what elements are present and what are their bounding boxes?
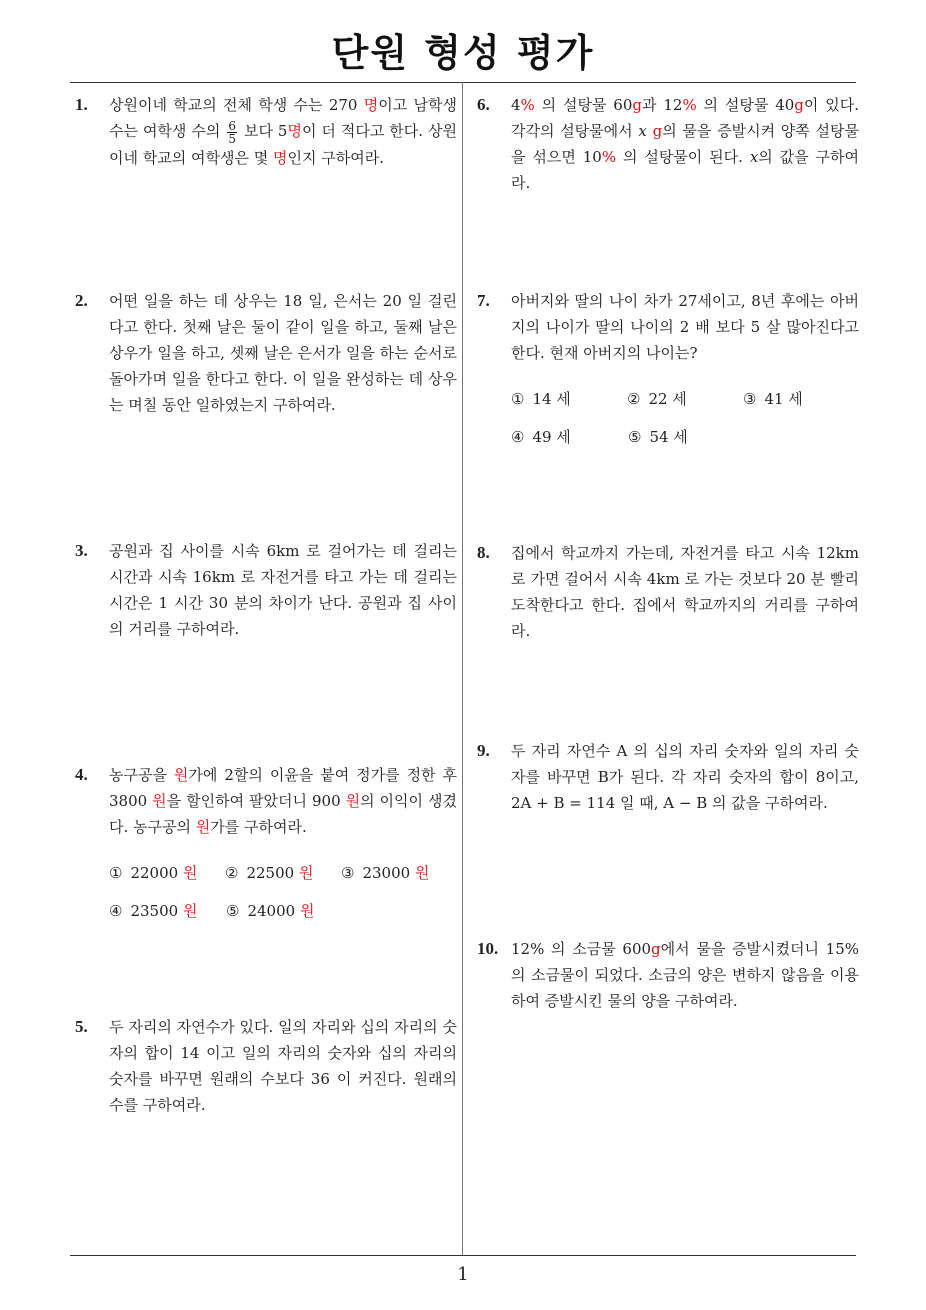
text-fragment: 이 더 적다고 한다. 상원 [301,122,457,140]
choice-item[interactable] [226,898,343,924]
text-fragment: 이고 남학생 [378,96,457,114]
problem-text: 집에서 학교까지 가는데, 자전거를 타고 시속 12km 로 가면 걸어서 시속 4km 로 가는 것보다 20 분 빨리 도착한다고 한다. 집에서 학교까지의 거리를 구하여라. [511,544,859,640]
choice-mark: ① [109,864,123,882]
choice-mark: ② [225,864,239,882]
choice-value: 49 세 [532,428,571,446]
text-fragment: 이 있다. 각각의 설탕물에서 [511,96,859,140]
fraction-denominator: 5 [228,131,236,146]
choice-mark: ③ [341,864,355,882]
problem-text: 두 자리의 자연수가 있다. 일의 자리와 십의 자리의 숫자의 합이 14 이고 일의 자리의 숫자와 십의 자리의 숫자를 바꾸면 원래의 수보다 36 이 커진다. 원래의 수를 구하여라. [109,1018,457,1114]
unit-label: 명 [287,122,302,140]
problem-number: 1. [75,95,88,114]
text-fragment: 농구공을 [109,766,174,784]
unit-label: g [652,122,663,140]
choice-row [511,418,859,456]
problem-text [511,92,859,196]
problem-1 [75,92,457,171]
unit-label: 원 [414,864,430,882]
choice-mark: ⑤ [628,428,642,446]
choice-item[interactable] [109,860,225,886]
unit-label: g [632,96,643,114]
answer-choices [511,380,859,456]
choice-value: 14 세 [532,390,571,408]
problem-number: 7. [477,291,490,310]
problem-number: 2. [75,291,88,310]
choice-item[interactable] [341,860,457,886]
problem-5 [75,1014,457,1118]
choice-value: 22 세 [648,390,687,408]
choice-row [109,892,457,930]
text-fragment: 상원이네 학교의 전체 학생 수는 270 [109,96,364,114]
column-divider [462,82,463,1255]
choice-mark: ④ [511,428,525,446]
choice-value: 54 세 [649,428,688,446]
choice-row [511,380,859,418]
problem-text: 공원과 집 사이를 시속 6km 로 걸어가는 데 걸리는 시간과 시속 16km 로 자전거를 타고 가는 데 걸리는 시간은 1 시간 30 분의 차이가 난다. 공원과 집 사이의 거리를 구하여라. [109,542,457,638]
problem-text [511,936,859,1014]
problem-8 [477,540,859,644]
text-fragment: 의 이익이 생겼다. 농구공의 [109,792,457,836]
text-fragment: 의 물을 증발시켜 양쪽 설탕물을 섞으면 10 [511,122,859,166]
text-fragment: 12% 의 소금물 600 [511,940,652,958]
variable: x [749,148,759,166]
problem-number: 8. [477,543,490,562]
choice-value: 23500 [130,902,179,920]
text-fragment: 을 할인하여 팔았더니 900 [166,792,346,810]
page-number: 1 [457,1264,469,1285]
fraction-numerator: 6 [228,118,236,133]
unit-label: 원 [195,818,211,836]
choice-row [109,854,457,892]
answer-choices [109,854,457,930]
choice-mark: ④ [109,902,123,920]
problem-7 [477,288,859,456]
unit-label: 명 [272,148,288,167]
problem-number: 3. [75,541,88,560]
choice-mark: ① [511,390,525,408]
choice-item[interactable] [627,386,743,412]
choice-mark: ⑤ [226,902,240,920]
text-fragment: 4 [511,96,521,114]
choice-mark: ③ [743,390,757,408]
text-fragment: 의 설탕물 40 [696,96,795,114]
unit-label: g [794,96,804,114]
unit-label: 원 [152,792,167,810]
problem-6 [477,92,859,196]
text-fragment: 보다 5 [238,122,288,140]
unit-label: 원 [173,766,189,784]
problem-text [109,762,457,840]
problem-number: 5. [75,1017,88,1036]
choice-item[interactable] [511,386,627,412]
text-fragment: 이네 학교의 여학생은 몇 [109,148,273,167]
problem-3 [75,538,457,642]
problem-text: 두 자리 자연수 A 의 십의 자리 숫자와 일의 자리 숫자를 바꾸면 B가 된다. 각 자리 숫자의 합이 8이고, 2A + B = 114 일 때, A − B 의 값을 구하여라. [511,742,859,812]
unit-label: 원 [345,792,361,810]
problem-text: 어떤 일을 하는 데 상우는 18 일, 은서는 20 일 걸린다고 한다. 첫째 날은 둘이 같이 일을 하고, 둘째 날은 상우가 일을 하고, 셋째 날은 은서가 일을 하는 순서로 돌아가며 일을 한다고 한다. 이 일을 완성하는 데 상우는 며칠 동안 일하였는지 구하여라. [109,292,457,414]
page-title: 단원 형성 평가 [331,31,595,75]
choice-value: 41 세 [764,390,803,408]
text-fragment: 가에 2할의 이윤을 붙여 정가를 정한 후 3800 [109,766,457,810]
choice-item[interactable] [225,860,341,886]
choice-value: 24000 [247,902,296,920]
text-fragment: 과 12 [642,96,683,114]
text-fragment: 수는 여학생 수의 [109,122,226,140]
unit-label: g [651,940,661,958]
unit-label: % [601,148,617,166]
problem-number: 10. [477,939,499,958]
top-rule [70,82,856,83]
unit-label: 원 [182,902,198,920]
problem-10 [477,936,859,1014]
unit-label: 명 [363,96,379,114]
choice-item[interactable] [109,898,226,924]
choice-item[interactable] [743,386,859,412]
unit-label: 원 [299,902,315,920]
text-fragment: 인지 구하여라. [287,148,384,167]
choice-value: 23000 [362,864,411,882]
fraction [227,120,237,145]
text-fragment: 의 설탕물이 된다. [616,148,750,166]
choice-item[interactable] [511,424,628,450]
text-fragment: 에서 물을 증발시켰더니 15% 의 소금물이 되었다. 소금의 양은 변하지 않음을 이용하여 증발시킨 물의 양을 구하여라. [511,940,859,1010]
problem-2 [75,288,457,418]
problem-text [109,92,457,171]
unit-label: 원 [298,864,314,882]
unit-label: % [520,96,535,114]
text-fragment: 의 값을 구하여라. [511,148,859,192]
text-fragment: 의 설탕물 60 [534,96,633,114]
choice-value: 22500 [246,864,295,882]
problem-number: 6. [477,95,490,114]
bottom-rule [70,1255,856,1256]
text-fragment: 가를 구하여라. [210,818,307,836]
problem-9 [477,738,859,816]
choice-mark: ② [627,390,641,408]
unit-label: 원 [182,864,198,882]
choice-value: 22000 [130,864,179,882]
choice-item[interactable] [628,424,745,450]
problem-number: 4. [75,765,88,784]
problem-4 [75,762,457,930]
problem-text: 아버지와 딸의 나이 차가 27세이고, 8년 후에는 아버지의 나이가 딸의 나이의 2 배 보다 5 살 많아진다고 한다. 현재 아버지의 나이는? [511,292,859,362]
problem-number: 9. [477,741,490,760]
unit-label: % [682,96,697,114]
variable: x [638,122,647,140]
